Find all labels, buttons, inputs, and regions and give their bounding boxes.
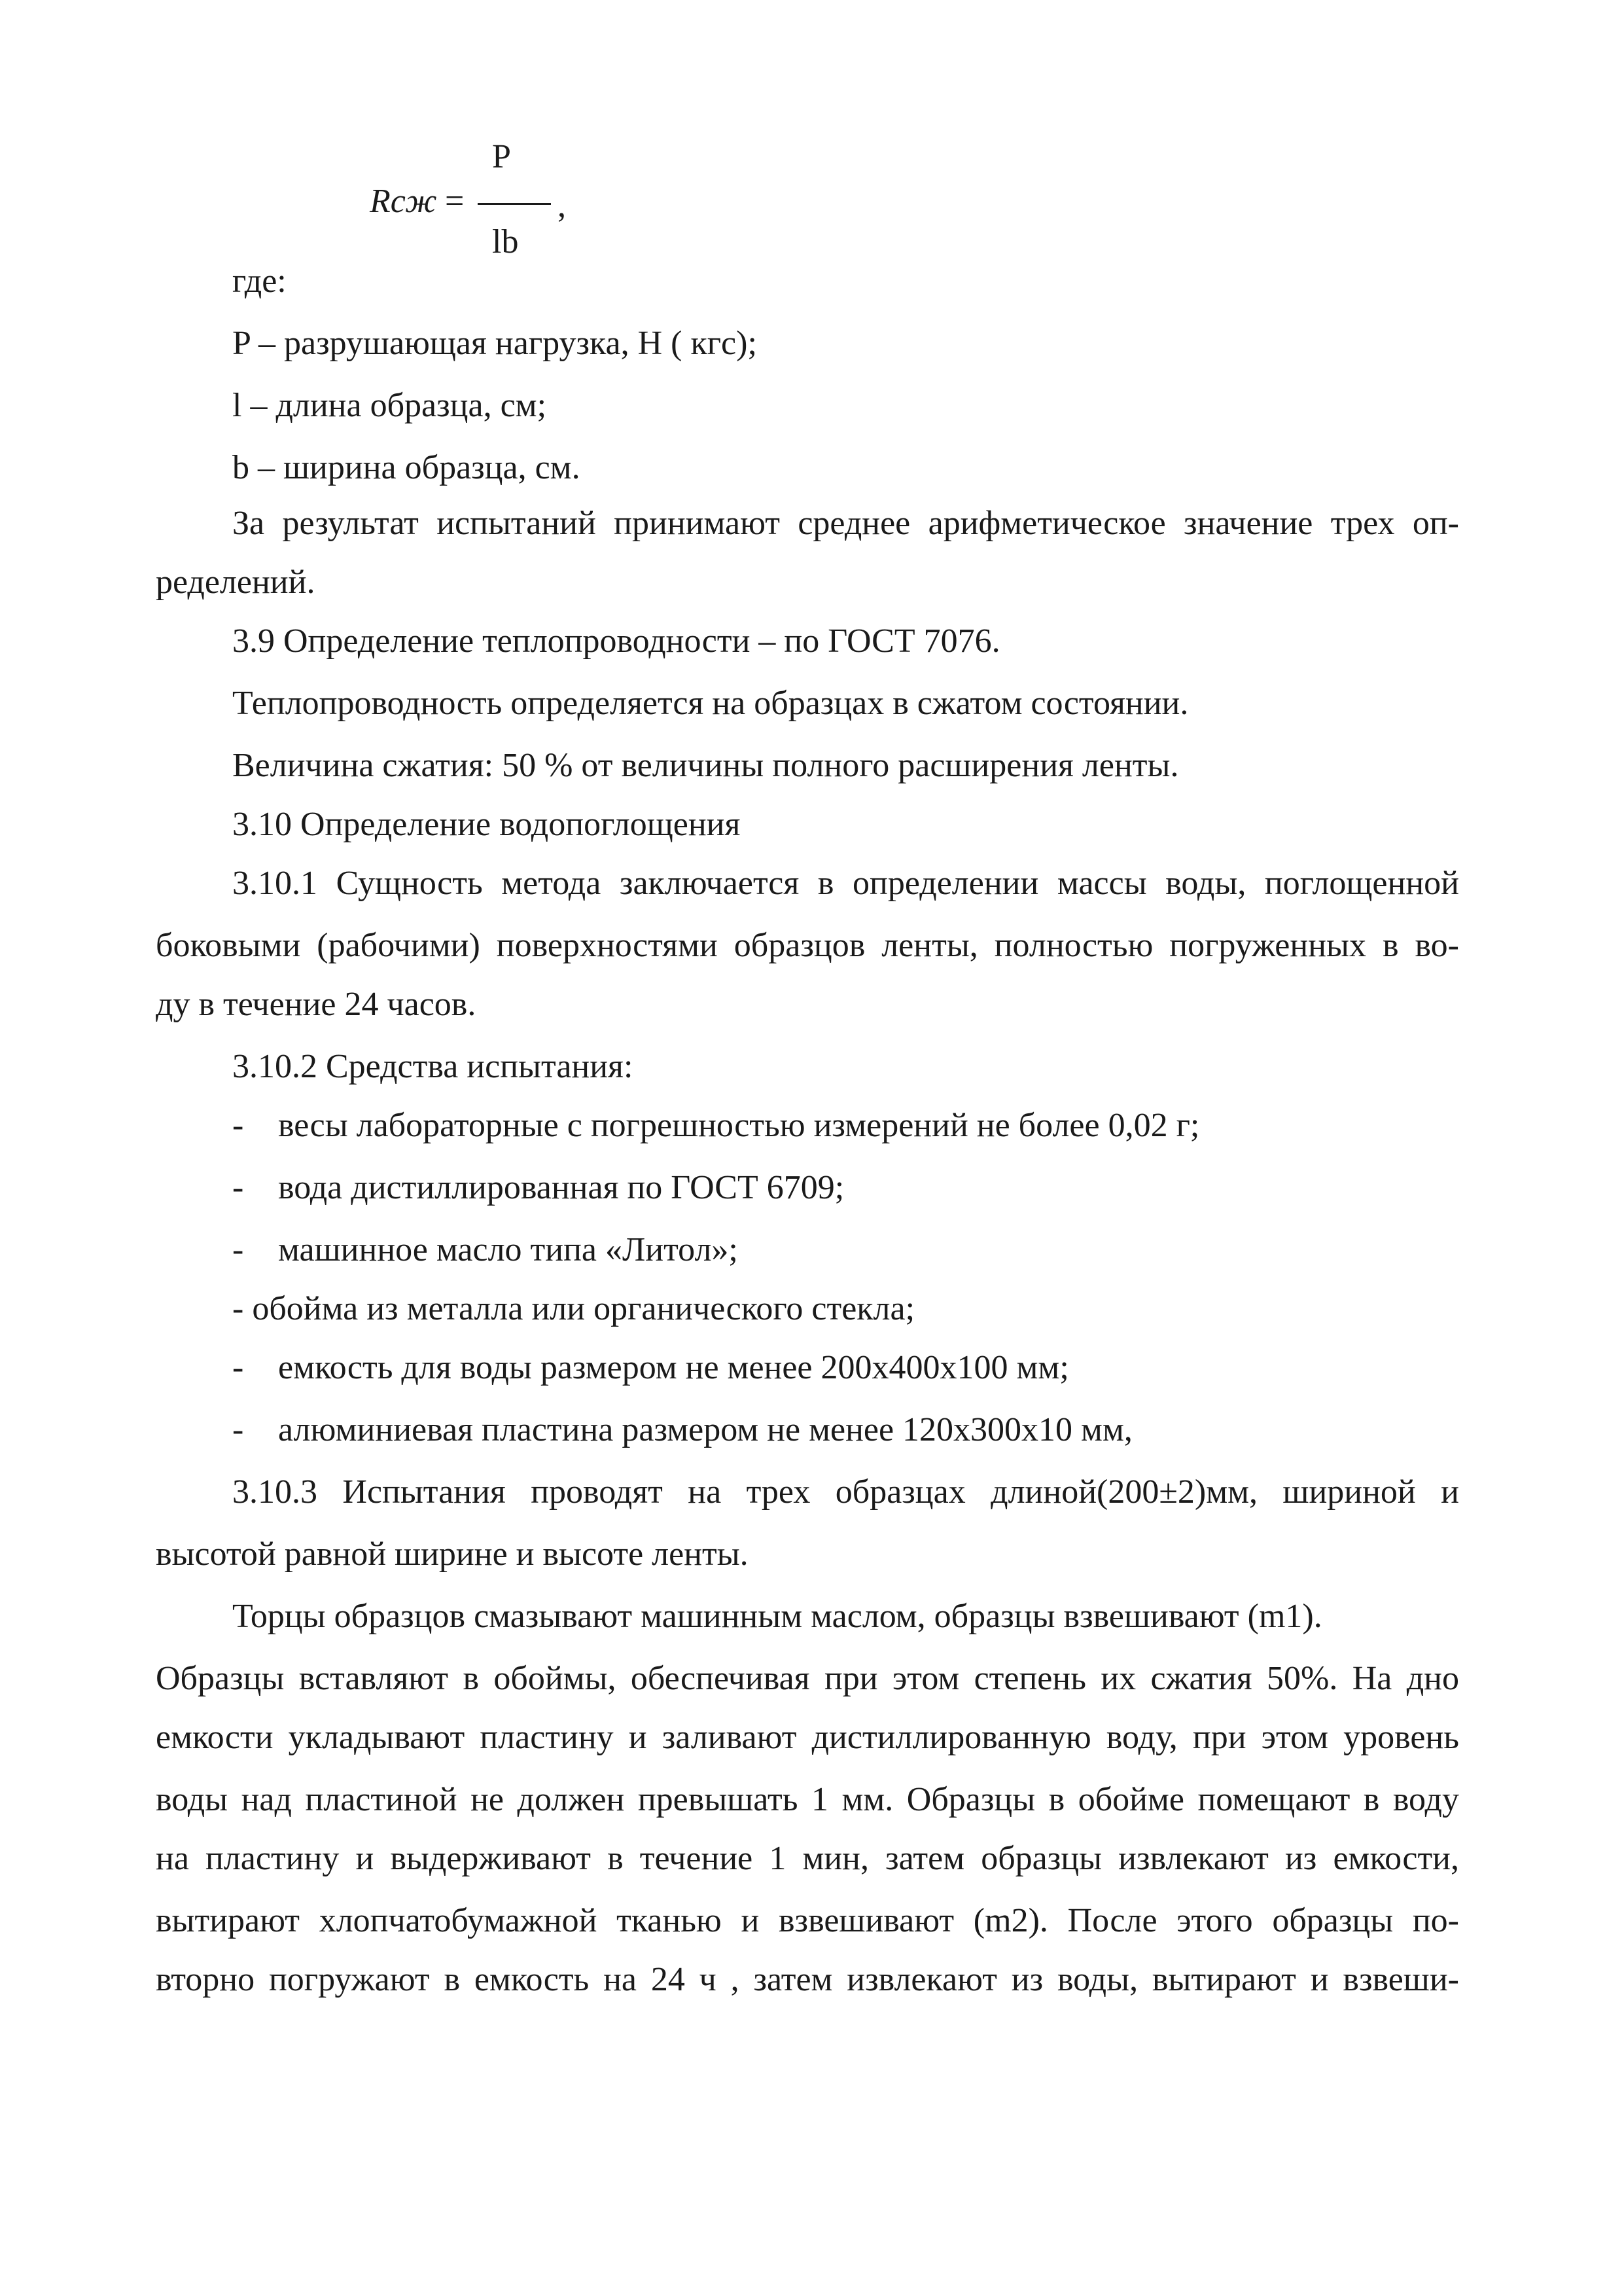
result-paragraph-line-2: ределений.	[156, 564, 315, 601]
list-dash: -	[232, 1349, 244, 1386]
section-3-10-3-line-2: высотой равной ширине и высоте ленты.	[156, 1535, 749, 1573]
procedure-line-2: Образцы вставляют в обоймы, обеспечивая при этом степень их сжатия 50%. На дно	[156, 1660, 1459, 1697]
formula-comma: ,	[557, 187, 566, 224]
section-3-10-1-line-2: боковыми (рабочими) поверхностями образцов ленты, полностью погруженных в во-	[156, 927, 1459, 964]
definition-l: l – длина образца, см;	[232, 387, 547, 424]
list-item: - обойма из металла или органического стекла;	[232, 1290, 915, 1327]
where-label: где:	[232, 262, 287, 300]
procedure-line-3: емкости укладывают пластину и заливают дистиллированную воду, при этом уровень	[156, 1719, 1459, 1756]
procedure-line-4: воды над пластиной не должен превышать 1 мм. Образцы в обойме помещают в воду	[156, 1781, 1459, 1818]
formula-lhs: Rсж	[370, 183, 437, 220]
procedure-line-1: Торцы образцов смазывают машинным маслом, образцы взвешивают (m1).	[232, 1598, 1322, 1635]
definition-p: P – разрушающая нагрузка, Н ( кгс);	[232, 325, 757, 362]
fraction-bar	[478, 203, 551, 205]
formula-denominator: lb	[492, 223, 519, 260]
formula-numerator: P	[492, 138, 511, 175]
list-dash: -	[232, 1169, 244, 1206]
section-3-9-heading: 3.9 Определение теплопроводности – по ГОСТ 7076.	[232, 622, 1000, 660]
list-dash: -	[232, 1411, 244, 1448]
thermal-conductivity-text: Теплопроводность определяется на образцах в сжатом состоянии.	[232, 685, 1189, 722]
list-item: машинное масло типа «Литол»;	[278, 1231, 738, 1268]
list-item: алюминиевая пластина размером не менее 120х300х10 мм,	[278, 1411, 1133, 1448]
formula-equals: =	[445, 183, 465, 220]
section-3-10-2-heading: 3.10.2 Средства испытания:	[232, 1048, 633, 1085]
list-item: вода дистиллированная по ГОСТ 6709;	[278, 1169, 845, 1206]
procedure-line-7: вторно погружают в емкость на 24 ч , затем извлекают из воды, вытирают и взвеши-	[156, 1961, 1459, 1998]
section-3-10-1-line-1: 3.10.1 Сущность метода заключается в определении массы воды, поглощенной	[232, 865, 1459, 902]
section-3-10-heading: 3.10 Определение водопоглощения	[232, 806, 741, 843]
list-item: емкость для воды размером не менее 200х400х100 мм;	[278, 1349, 1069, 1386]
list-dash: -	[232, 1107, 244, 1144]
list-item: весы лабораторные с погрешностью измерений не более 0,02 г;	[278, 1107, 1200, 1144]
compression-value-text: Величина сжатия: 50 % от величины полного расширения ленты.	[232, 747, 1179, 784]
result-paragraph-line-1: За результат испытаний принимают среднее арифметическое значение трех оп-	[232, 505, 1459, 542]
list-dash: -	[232, 1231, 244, 1268]
section-3-10-3-line-1: 3.10.3 Испытания проводят на трех образцах длиной(200±2)мм, шириной и	[232, 1473, 1459, 1511]
definition-b: b – ширина образца, см.	[232, 449, 580, 486]
section-3-10-1-line-3: ду в течение 24 часов.	[156, 986, 476, 1023]
procedure-line-6: вытирают хлопчатобумажной тканью и взвешивают (m2). После этого образцы по-	[156, 1902, 1459, 1939]
procedure-line-5: на пластину и выдерживают в течение 1 мин, затем образцы извлекают из емкости,	[156, 1840, 1459, 1877]
